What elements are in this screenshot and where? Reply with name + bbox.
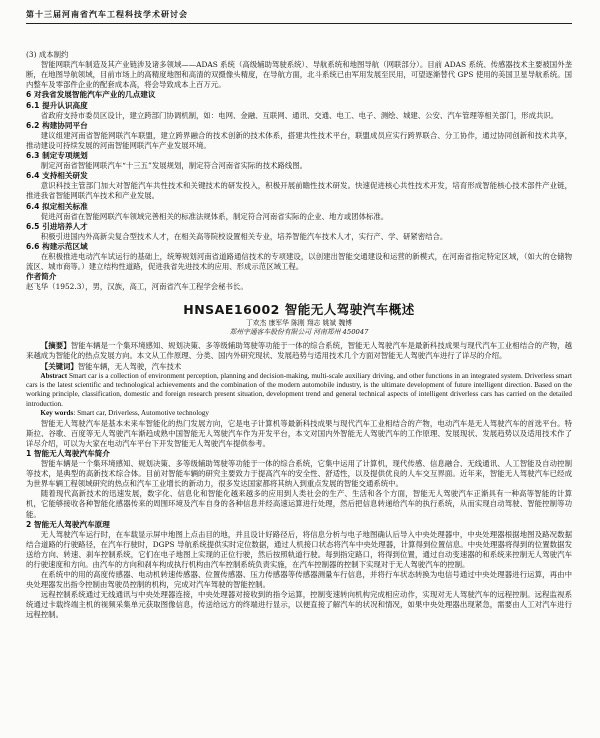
abstract-text: 智能车辆是一个集环境感知、规划决策、多等级辅助驾驶等功能于一体的综合系统，智能无人驾驶汽车是最新科技成果与现代汽车工业相结合的产物，越来越成为智能化的热点发展方向。本文从工作原理、分类、国内外研究现状、发展趋势与适用技术几个方面对智能无人驾驶汽车进行了详尽的介绍。 bbox=[26, 341, 572, 361]
section-6-5-paragraph: 促进河南省在智能网联汽车领域完善相关的标准法规体系，制定符合河南省实际的企业、地方或团体标准。 bbox=[40, 211, 389, 221]
section-6-5-heading: 6.4 拟定相关标准 bbox=[26, 201, 88, 211]
section-6-3-heading: 6.3 制定专项规划 bbox=[26, 151, 88, 161]
section-6-2-heading: 6.2 构建协同平台 bbox=[26, 120, 88, 130]
english-keywords-paragraph: Key words: Smart car, Driverless, Automotive technology bbox=[40, 409, 209, 418]
section-6-6-paragraph: 积极引进国内外高新尖复合型技术人才，在相关高等院校设置相关专业，培养智能汽车技术人才，实行产、学、研紧密结合。 bbox=[40, 231, 448, 241]
section-2-paragraph-1: 无人驾驶汽车运行时，在车载显示屏中地图上点击目的地，并且设计好路径后，将信息分析与电子地图确认后导入中央处理器中，中央处理器根据地图及路况数据结合道路的行驶路径，在汽车行驶时，DGPS 导航系统提供实时定位数据，通过人机接口状态将汽车中央处理器，计算得到位置信息。中央处理器将得到的位置数据发送给方向、转速、刹车控制系统，它们在电子地图上实现的正位行驶，然后按照轨道行驶。每到指定路口，将得到位置，通过自动变速器的和系统来控制无人驾驶汽车的行驶速度和方向。由汽车的方向和刹车构成执行机构由汽车控制系统负责实施，在汽车控制器的控制下实现对于无人驾驶汽车的控制。 bbox=[26, 529, 572, 569]
keywords-label: 【关键词】 bbox=[40, 361, 78, 371]
section-6-2-paragraph: 建议组建河南省智能网联汽车联盟，建立跨界融合的技术创新的技术体系，搭建共性技术平台，联盟成员应实行跨界联合、分工协作，通过协同创新和技术共享，推动建设可持续发展的河南智能网联汽车产业发展环境。 bbox=[26, 130, 572, 150]
section-1-heading: 1 智能无人驾驶汽车简介 bbox=[26, 448, 110, 458]
keywords-text: 智能车辆，无人驾驶，汽车技术 bbox=[77, 361, 182, 371]
abstract-label: 【摘要】 bbox=[40, 341, 71, 351]
intro-paragraph: 智能无人驾驶汽车是基本未来车智能化的热门发展方向，它是电子计算机等最新科技成果与现代汽车工业相结合的产物，电动汽车是无人驾驶汽车的首选平台。特斯拉、谷歌、百度等无人驾驶汽车渐趋成熟中国智能无人驾驶汽车作为开发平台，本文对国内外智能无人驾驶汽车的工作原理、发展现状、发展趋势以及适用技术作了详尽介绍，可以为大家在电动汽车平台下开发智能无人驾驶汽车提供参考。 bbox=[26, 418, 572, 448]
section-2-heading: 2 智能无人驾驶汽车原理 bbox=[26, 519, 110, 529]
section-6-7-heading: 6.6 构建示范区域 bbox=[26, 241, 88, 251]
section-1-paragraph-2: 随着现代高新技术的迅速发展，数字化、信息化和智能化越来越多的应用到人类社会的生产、生活和各个方面，智能无人驾驶汽车正渐具有一种高等智能的计算机，它能够接收各种智能化感器传来的周围环境及汽车自身的各种信息并经高速运算进行处理，然后把信息转递给汽车的执行系统，从而实现自动驾驶、智能控制等功能。 bbox=[26, 489, 572, 519]
section-6-1-heading: 6.1 提升认识高度 bbox=[26, 100, 88, 110]
author-bio-heading: 作者简介 bbox=[26, 272, 57, 282]
paper-affiliation: 郑州宇通客车股份有限公司 河南郑州 450047 bbox=[229, 328, 369, 337]
section-6-4-paragraph: 意识科技主管部门加大对智能汽车共性技术和关键技术的研发投入，积极开展前瞻性技术研发。快速促进核心共性技术开发，培育形成智能核心技术部件产业链，推进我省智能网联汽车技术和产业发展。 bbox=[26, 181, 572, 201]
section-6-7-paragraph: 在积极推进电动汽车试运行的基础上，统筹规划河南省道路通信技术的专项建设，以创建出智能交通建设和运营的新模式，在河南省指定特定区域，（如大的仓储物流区、城市商等。）建立结构性道路，促进我省先进技术的应用、形成示范区域工程。 bbox=[26, 251, 572, 272]
section-1-paragraph-1: 智能车辆是一个集环境感知、规划决策、多等级辅助驾驶等功能于一体的综合系统，它集中运用了计算机，现代传感、信息融合、无线通讯、人工智能及自动控制等技术，是典型的高新技术综合体。目前对智能车辆的研究主要致力于提高汽车的安全性、舒适性，以及提供优良的人车交互界面。近年来，智能无人驾驶汽车已经成为世界车辆工程领域研究的热点和汽车工业增长的新动力，很多发达国家都将其纳入到重点发展的智能交通系统中。 bbox=[26, 459, 572, 489]
english-abstract-paragraph bbox=[26, 372, 572, 410]
section-6-1-paragraph: 省政府支持市委员区设计，建立跨部门协调机制，如：电网、金融、互联网、通讯、交通、电工、电子、测绘、城建、公安、汽车管理等相关部门，形成共识。 bbox=[40, 110, 559, 120]
section-2-paragraph-2: 在系统中的用的高度传感器、电动机转速传感器、位置传感器、压力传感器等传感器测量车行信息，并将行车状态转换为电信号通过中央处理器进行运算，再由中央处理器发出指令控制由驾驶员控制的机构，完成对汽车驾驶的智能控制。 bbox=[26, 570, 572, 590]
section-6-3-paragraph: 制定河南省智能网联汽车“十三五”发展规划，制定符合河南省实际的技术路线图。 bbox=[40, 161, 308, 171]
english-keywords-text: Smart car, Driverless, Automotive technology bbox=[77, 409, 209, 418]
keywords-paragraph bbox=[26, 362, 572, 372]
english-abstract-text: Smart car is a collection of environment perception, planning and decision-making, multi-scale auxiliary driving, and other functions in an integrated system. Driverless smart cars is the latest scientific and technological achievements and the combination of the modern automobile industry, is the ultimate development of future intelligent direction. Based on the working principle, classification, domestic and foreign research present situation, development trend and general technical aspects of intelligent driverless cars has carried on the detailed introduction. bbox=[26, 371, 572, 408]
paper-title: HNSAE16002 智能无人驾驶汽车概述 bbox=[183, 302, 415, 318]
paper-authors: 丁欢杰 康军华 陈刚 翔志 姚斌 魏博 bbox=[246, 319, 352, 328]
item-3-paragraph: 智能网联汽车制造及其产业链涉及诸多领域——ADAS 系统（高级辅助驾驶系统）、导航系统和地图导航（网联部分）。目前 ADAS 系统、传感器技术主要被国外垄断，在地图导航领域，目前市场上的高精度地图和高清的双摄像头精度，在导航方面，北斗系统已由军用发展至民用，可望逐渐替代 GPS 使用的美国卫星导航系统。国内整车及零部件企业的配套成本高，将会导致成本上百万元。 bbox=[26, 60, 572, 90]
english-abstract-label: Abstract bbox=[40, 371, 68, 380]
running-head: 第十三届河南省汽车工程科技学术研讨会 bbox=[26, 10, 572, 24]
section-6-heading: 6 对我省发展智能汽车产业的几点建议 bbox=[26, 90, 156, 100]
section-2-paragraph-3: 远程控制系统通过无线通讯与中央处理器连接，中央处理器对接收到的指令运算，控制变速转向机构完成相应动作，实现对无人驾驶汽车的远程控制。远程监视系统通过卡载终端主机的视频采集单元获取图像信息，传送给远方的终端进行显示，以便直接了解汽车的状况和情况，如果中央处理器出现紧急，需要由人工对汽车进行远程控制。 bbox=[26, 590, 572, 620]
section-6-4-heading: 6.4 支持相关研发 bbox=[26, 171, 88, 181]
english-keywords-label: Key words bbox=[40, 409, 74, 418]
author-bio-paragraph: 赵飞华（1952.3），男，汉族，高工，河南省汽车工程学会秘书长。 bbox=[26, 282, 248, 292]
item-3-heading: (3) 成本制约 bbox=[26, 50, 69, 60]
section-6-6-heading: 6.5 引进培养人才 bbox=[26, 221, 88, 231]
abstract-paragraph bbox=[26, 341, 572, 361]
